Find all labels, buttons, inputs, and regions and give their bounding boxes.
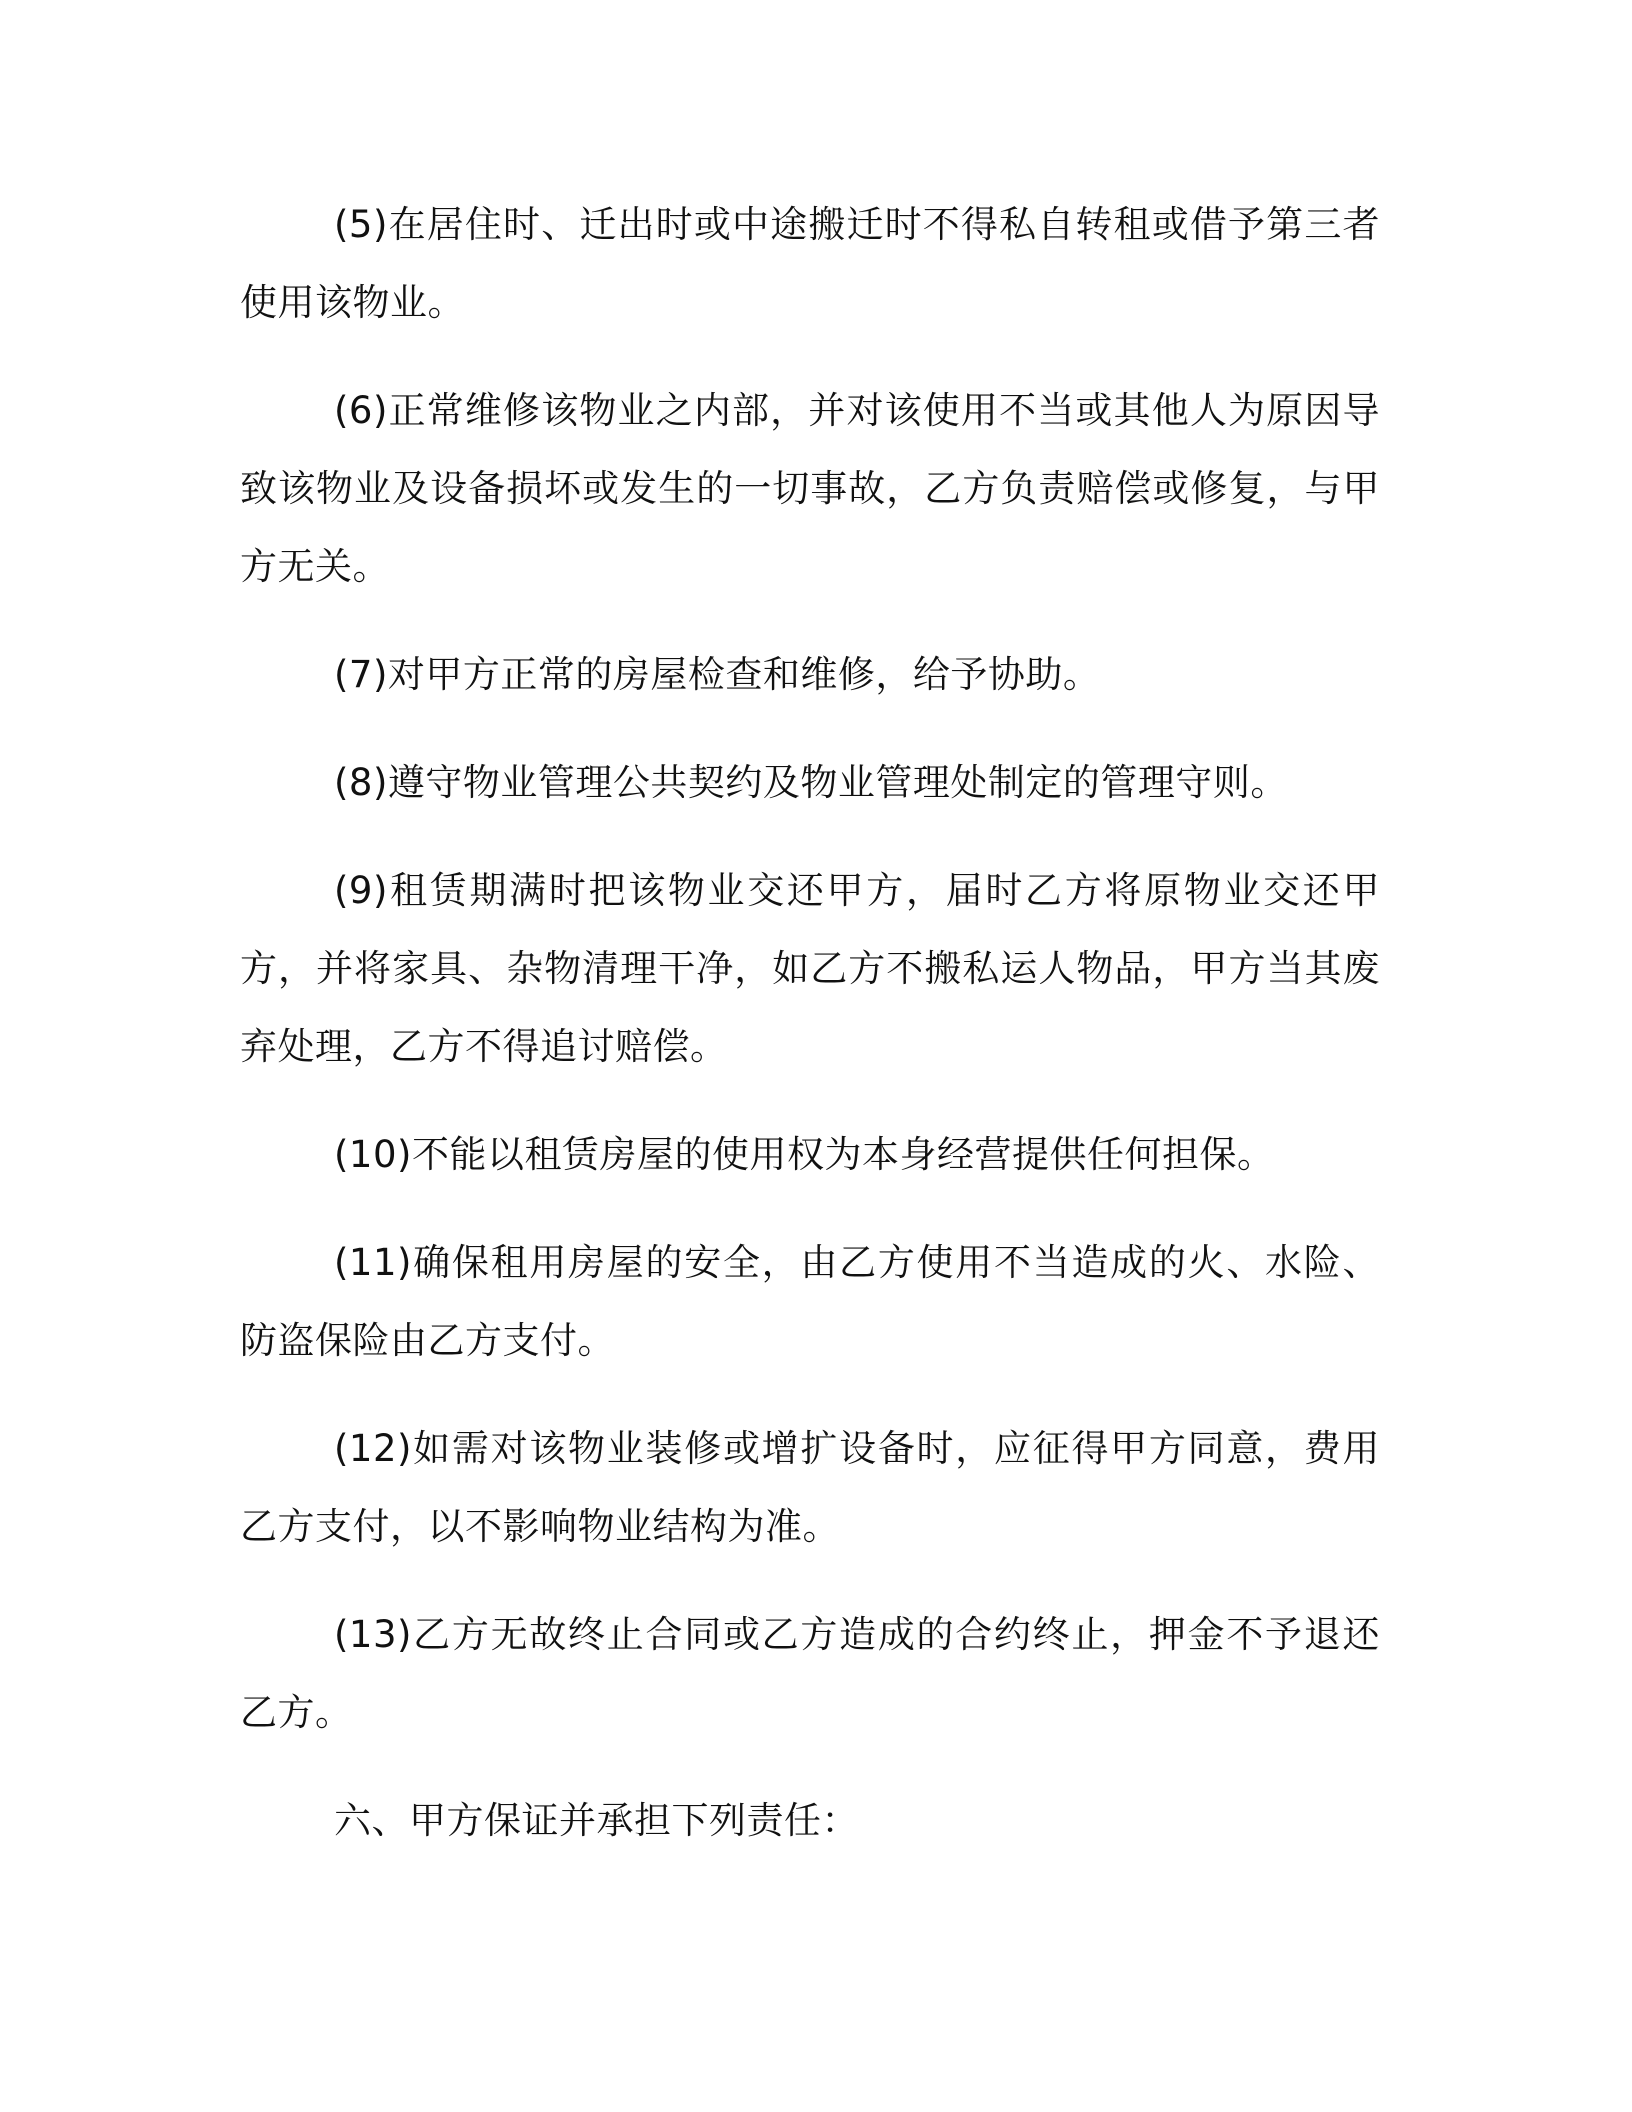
clause-7: (7)对甲方正常的房屋检查和维修，给予协助。 (334, 653, 1101, 696)
clause-8: (8)遵守物业管理公共契约及物业管理处制定的管理守则。 (334, 761, 1288, 804)
clause-12: (12)如需对该物业装修或增扩设备时，应征得甲方同意，费用乙方支付，以不影响物业结构为准。 (240, 1427, 1380, 1548)
clause-6: (6)正常维修该物业之内部，并对该使用不当或其他人为原因导致该物业及设备损坏或发生的一切事故，乙方负责赔偿或修复，与甲方无关。 (240, 389, 1380, 588)
document-body (240, 186, 1380, 1890)
clause-10: (10)不能以租赁房屋的使用权为本身经营提供任何担保。 (334, 1133, 1275, 1176)
section-heading: 六、甲方保证并承担下列责任： (334, 1799, 859, 1842)
clause-9: (9)租赁期满时把该物业交还甲方，届时乙方将原物业交还甲方，并将家具、杂物清理干净，如乙方不搬私运人物品，甲方当其废弃处理，乙方不得追讨赔偿。 (240, 869, 1380, 1068)
clause-5: (5)在居住时、迁出时或中途搬迁时不得私自转租或借予第三者使用该物业。 (240, 203, 1380, 324)
clause-11: (11)确保租用房屋的安全，由乙方使用不当造成的火、水险、防盗保险由乙方支付。 (240, 1241, 1380, 1362)
clause-13: (13)乙方无故终止合同或乙方造成的合约终止，押金不予退还乙方。 (240, 1613, 1380, 1734)
